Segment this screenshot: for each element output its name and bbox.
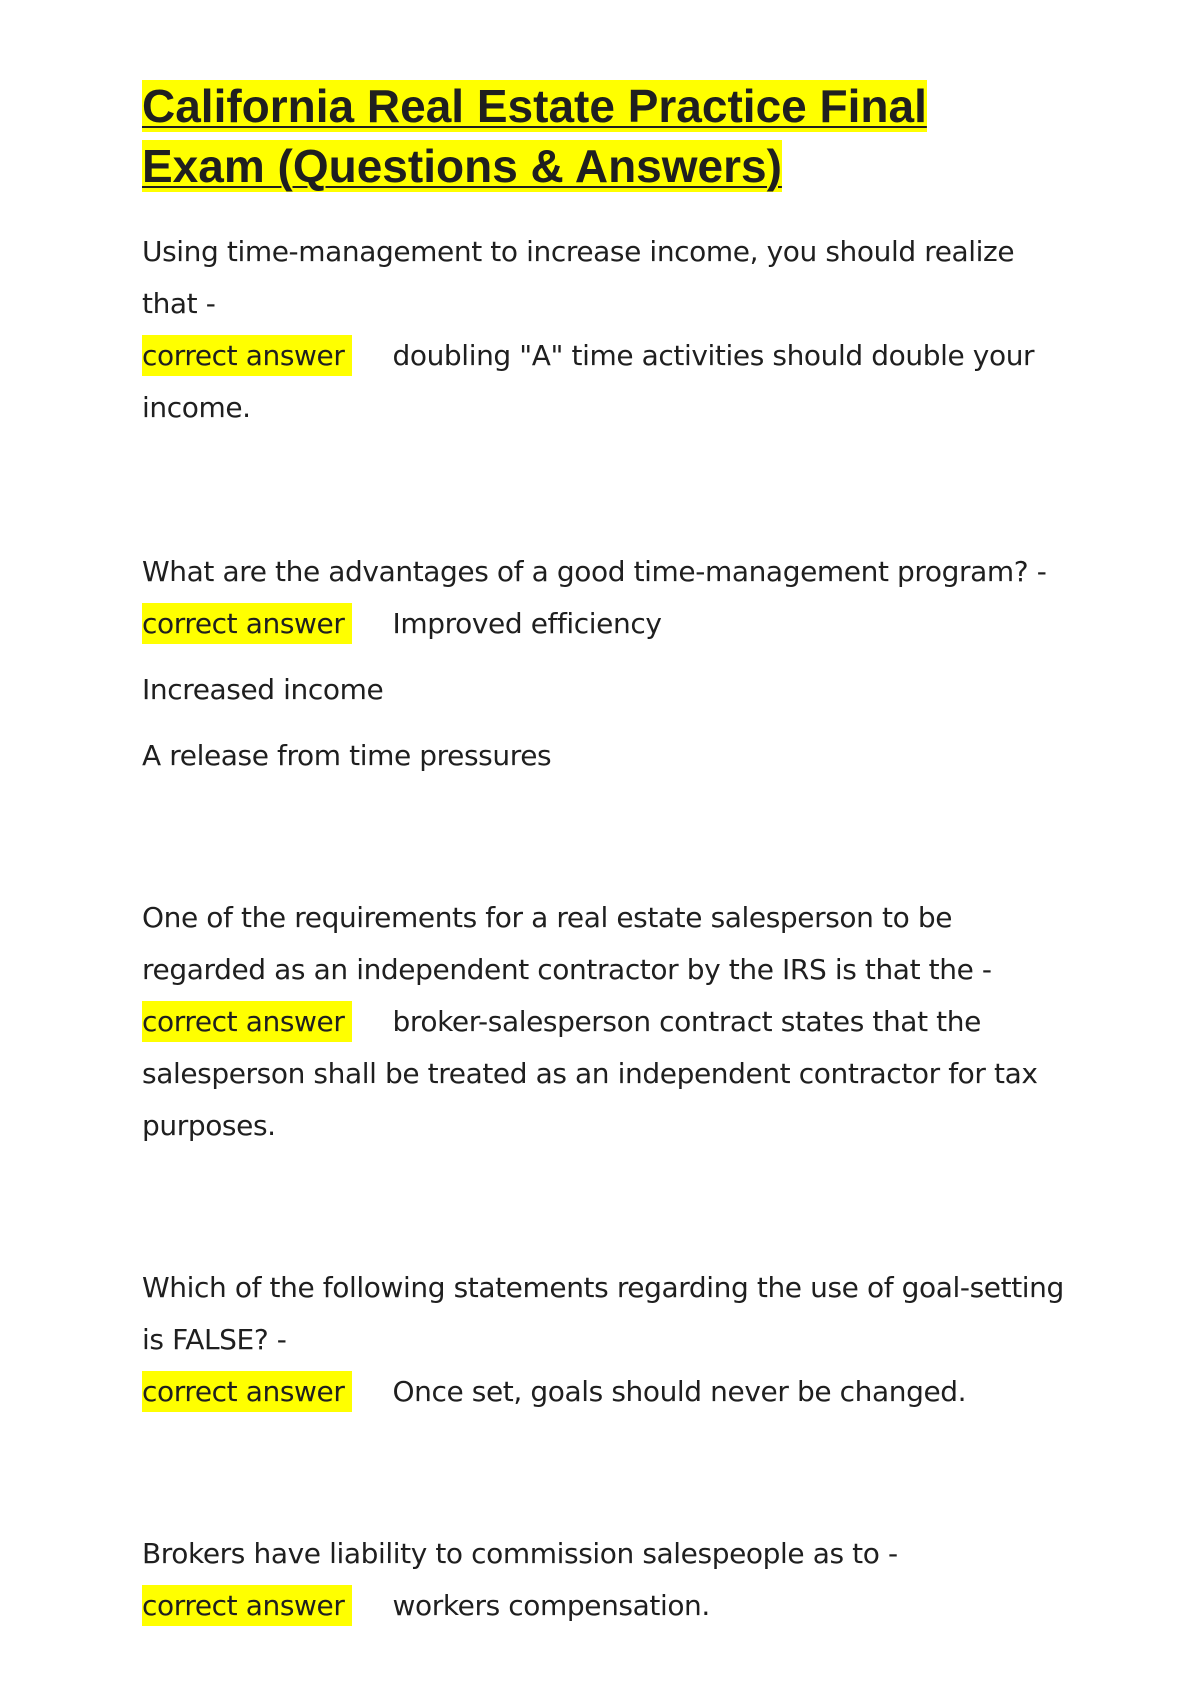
qa-item [142, 226, 1072, 434]
answer-line [142, 330, 1072, 434]
correct-answer-label: correct answer [142, 603, 352, 644]
answer-text: broker-salesperson contract states that the salesperson shall be treated as an independent contractor for tax purposes. [142, 1005, 1038, 1142]
question-text: What are the advantages of a good time-management program? - [142, 555, 1047, 588]
answer-line [142, 1366, 1072, 1418]
answer-line [142, 598, 1072, 650]
question-text: Using time-management to increase income, you should realize that - [142, 235, 1015, 320]
correct-answer-label: correct answer [142, 1001, 352, 1042]
document-title [142, 76, 1072, 196]
answer-extra-line: A release from time pressures [142, 739, 552, 772]
answer-extra-line: Increased income [142, 673, 384, 706]
qa-item [142, 1528, 1072, 1632]
question-text: Which of the following statements regarding the use of goal-setting is FALSE? - [142, 1271, 1064, 1356]
answer-text: workers compensation. [392, 1589, 710, 1622]
correct-answer-label: correct answer [142, 1371, 352, 1412]
answer-text: Once set, goals should never be changed. [392, 1375, 967, 1408]
title-line-1: California Real Estate Practice Final [142, 80, 927, 132]
document-page [142, 76, 1072, 1632]
answer-line [142, 1580, 1072, 1632]
answer-line [142, 996, 1072, 1152]
question-text: One of the requirements for a real estate salesperson to be regarded as an independent contractor by the IRS is that the - [142, 901, 992, 986]
qa-item [142, 546, 1072, 782]
answer-text: Improved efficiency [392, 607, 662, 640]
title-line-2: Exam (Questions & Answers) [142, 140, 782, 192]
question-text: Brokers have liability to commission salespeople as to - [142, 1537, 898, 1570]
correct-answer-label: correct answer [142, 1585, 352, 1626]
qa-item [142, 892, 1072, 1152]
correct-answer-label: correct answer [142, 335, 352, 376]
answer-text: doubling "A" time activities should double your income. [142, 339, 1035, 424]
qa-item [142, 1262, 1072, 1418]
